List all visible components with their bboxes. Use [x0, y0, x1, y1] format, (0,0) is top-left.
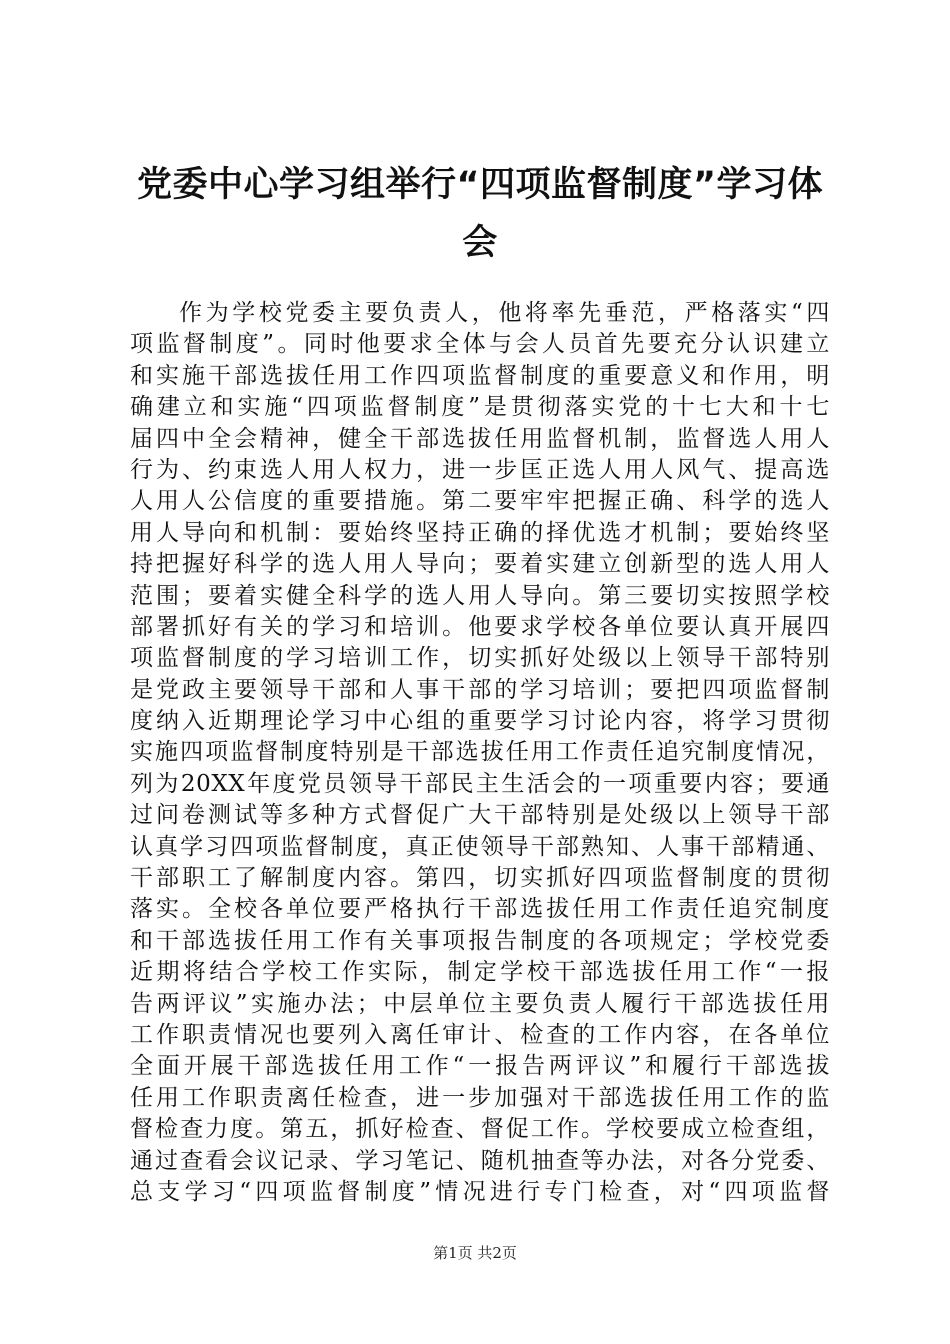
body-line: 作为学校党委主要负责人，他将率先垂范，严格落实“四: [179, 300, 830, 326]
body-line: 督检查力度。第五，抓好检查、督促工作。学校要成立检查组，: [130, 1116, 830, 1143]
body-line: 工作职责情况也要列入离任审计、检查的工作内容，在各单位: [130, 1021, 830, 1048]
title-line-1: 党委中心学习组举行“四项监督制度”学习体: [136, 165, 823, 205]
body-line: 任用工作职责离任检查，进一步加强对干部选拔任用工作的监: [130, 1084, 830, 1111]
body-line: 项监督制度的学习培训工作，切实抓好处级以上领导干部特别: [130, 645, 830, 672]
body-line: 过问卷测试等多种方式督促广大干部特别是处级以上领导干部: [130, 802, 830, 829]
body-line: 是党政主要领导干部和人事干部的学习培训；要把四项监督制: [130, 676, 830, 703]
body-line: 认真学习四项监督制度，真正使领导干部熟知、人事干部精通、: [130, 833, 830, 860]
body-line: 人用人公信度的重要措施。第二要牢牢把握正确、科学的选人: [130, 488, 830, 515]
body-line: 持把握好科学的选人用人导向；要着实建立创新型的选人用人: [130, 551, 830, 578]
body-line: 行为、约束选人用人权力，进一步匡正选人用人风气、提高选: [130, 456, 830, 483]
body-line: 告两评议”实施办法；中层单位主要负责人履行干部选拔任用: [130, 990, 830, 1017]
body-line: 总支学习“四项监督制度”情况进行专门检查，对“四项监督: [130, 1178, 830, 1205]
body-line: 范围；要着实健全科学的选人用人导向。第三要切实按照学校: [130, 582, 830, 609]
body-line: 届四中全会精神，健全干部选拔任用监督机制，监督选人用人: [130, 425, 830, 452]
body-line: 部署抓好有关的学习和培训。他要求学校各单位要认真开展四: [130, 613, 830, 640]
body-line: 实施四项监督制度特别是干部选拔任用工作责任追究制度情况，: [130, 739, 830, 766]
document-title: [110, 156, 850, 272]
body-line: 列为20XX年度党员领导干部民主生活会的一项重要内容；要通: [130, 770, 830, 797]
body-line: 落实。全校各单位要严格执行干部选拔任用工作责任追究制度: [130, 896, 830, 923]
title-line-2: 会: [462, 223, 498, 263]
body-line: 度纳入近期理论学习中心组的重要学习讨论内容，将学习贯彻: [130, 708, 830, 735]
body-line: 全面开展干部选拔任用工作“一报告两评议”和履行干部选拔: [130, 1053, 830, 1080]
body-paragraph: [130, 298, 830, 1208]
body-line: 通过查看会议记录、学习笔记、随机抽查等办法，对各分党委、: [130, 1147, 830, 1174]
body-line: 近期将结合学校工作实际，制定学校干部选拔任用工作“一报: [130, 959, 830, 986]
body-line: 用人导向和机制：要始终坚持正确的择优选才机制；要始终坚: [130, 519, 830, 546]
body-line: 干部职工了解制度内容。第四，切实抓好四项监督制度的贯彻: [130, 865, 830, 892]
body-line: 项监督制度”。同时他要求全体与会人员首先要充分认识建立: [130, 331, 830, 358]
body-line: 和实施干部选拔任用工作四项监督制度的重要意义和作用，明: [130, 362, 830, 389]
body-line: 和干部选拔任用工作有关事项报告制度的各项规定；学校党委: [130, 927, 830, 954]
page-number-footer: 第1页 共2页: [433, 1244, 517, 1262]
body-line: 确建立和实施“四项监督制度”是贯彻落实党的十七大和十七: [130, 394, 830, 421]
